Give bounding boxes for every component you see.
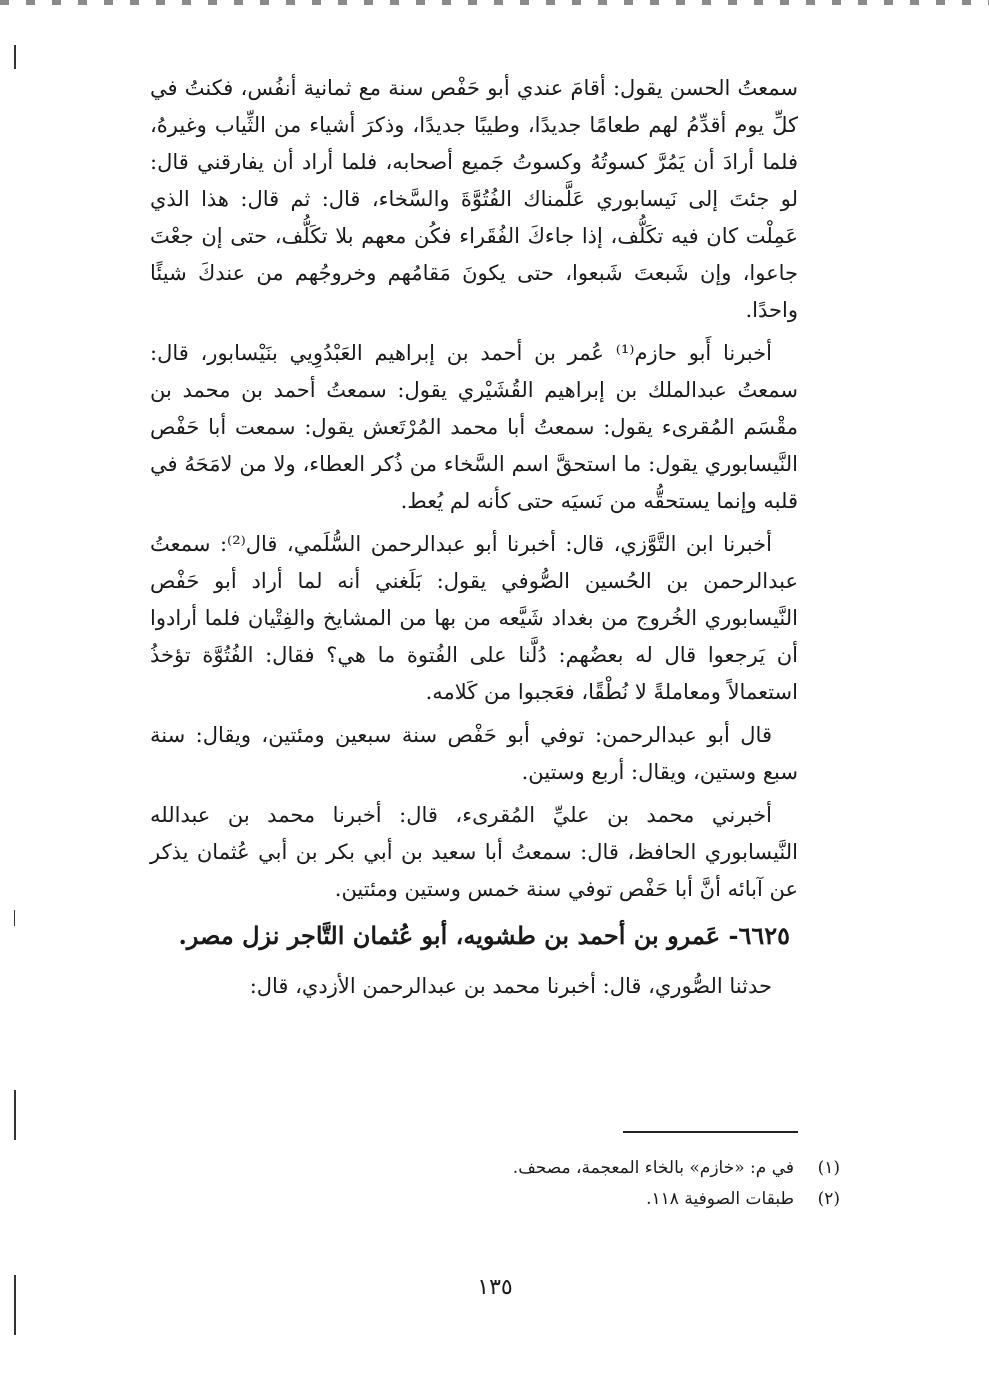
- scan-margin-mark: [14, 1090, 16, 1140]
- paragraph-6: حدثنا الصُّوري، قال: أخبرنا محمد بن عبدالرحمن الأزدي، قال:: [249, 974, 772, 998]
- footnote-separator: [623, 1131, 798, 1133]
- main-text: [150, 70, 798, 1011]
- paragraph-2: أخبرنا أَبو حازم⁽¹⁾ عُمر بن أحمد بن إبراهيم العَبْدُوِيي بنَيْسابور، قال: سمعتُ عبدالملك بن إبراهيم القُشَيْري يقول: سمعتُ أحمد بن محمد بن مقْسَم المُقرىء يقول: سمعتُ أبا محمد المُرْتَعش يقول: سمعت أبا حَفْص النَّيسابوري يقول: ما استحقَّ اسم السَّخاء من ذُكر العطاء، ولا من لامَحَهُ في قلبه وإنما يستحقُّه من نَسيَه حتى كأنه لم يُعط.: [150, 341, 798, 513]
- paragraph-3: أخبرنا ابن التَّوَّزي، قال: أخبرنا أبو عبدالرحمن السُّلَمي، قال⁽²⁾: سمعتُ عبدالرحمن بن الحُسين الصُّوفي يقول: بَلَغني أنه لما أراد أبو حَفْص النَّيسابوري الخُروج من بغداد شَيَّعه من بها من المشايخ والفِتْيان فلما أرادوا أن يَرجعوا قال له بعضُهم: دُلَّنا على الفُتوة ما هي؟ فقال: الفُتُوَّة تؤخذُ استعمالاً ومعاملةً لا نُطْقًا، فعَجبوا من كَلامه.: [150, 532, 798, 704]
- paragraph-4: قال أبو عبدالرحمن: توفي أبو حَفْص سنة سبعين ومئتين، ويقال: سنة سبع وستين، ويقال: أربع وستين.: [150, 723, 798, 784]
- footnote-number: (١): [817, 1158, 840, 1178]
- page-number: ١٣٥: [477, 1275, 513, 1300]
- footnote-2: [440, 1184, 840, 1215]
- entry-heading: ٦٦٢٥- عَمرو بن أحمد بن طشويه، أبو عُثمان التَّاجر نزل مصر.: [178, 921, 790, 950]
- footnote-text: في م: «خازم» بالخاء المعجمة، مصحف.: [512, 1158, 794, 1178]
- footnote-1: [440, 1153, 840, 1184]
- scan-top-edge: [0, 0, 989, 5]
- footnotes: [440, 1153, 840, 1215]
- footnote-text: طبقات الصوفية ١١٨.: [646, 1189, 794, 1209]
- scan-margin-mark: [14, 910, 15, 926]
- footnote-number: (٢): [817, 1189, 840, 1209]
- scan-margin-mark: [14, 1275, 16, 1335]
- scan-margin-mark: [14, 45, 16, 69]
- paragraph-1: سمعتُ الحسن يقول: أقامَ عندي أبو حَفْص سنة مع ثمانية أنفُس، فكنتُ في كلِّ يوم أقدِّمُ لهم طعامًا جديدًا، وطيبًا جديدًا، وذكرَ أشياء من الثِّياب وغيرهُ، فلما أرادَ أن يَمُرَّ كسوتُهُ وكسوتُ جَميع أصحابه، فلما أراد أن يفارقني قال: لو جئتَ إلى نَيسابوري عَلَّمناك الفُتُوَّةَ والسَّخاء، قال: ثم قال: هذا الذي عَمِلْت كان فيه تكَلُّف، إذا جاءكَ الفُقَراء فكُن معهم بلا تكَلُّف، حتى إن جعْتَ جاعوا، وإن شَبعتَ شَبعوا، حتى يكونَ مَقامُهم وخروجُهم من عندكَ شيئًا واحدًا.: [150, 76, 798, 322]
- paragraph-5: أخبرني محمد بن عليِّ المُقرىء، قال: أخبرنا محمد بن عبدالله النَّيسابوري الحافظ، قال: سمعتُ أبا سعيد بن أبي بكر بن أبي عُثمان يذكر عن آبائه أنَّ أبا حَفْص توفي سنة خمس وستين ومئتين.: [150, 803, 798, 901]
